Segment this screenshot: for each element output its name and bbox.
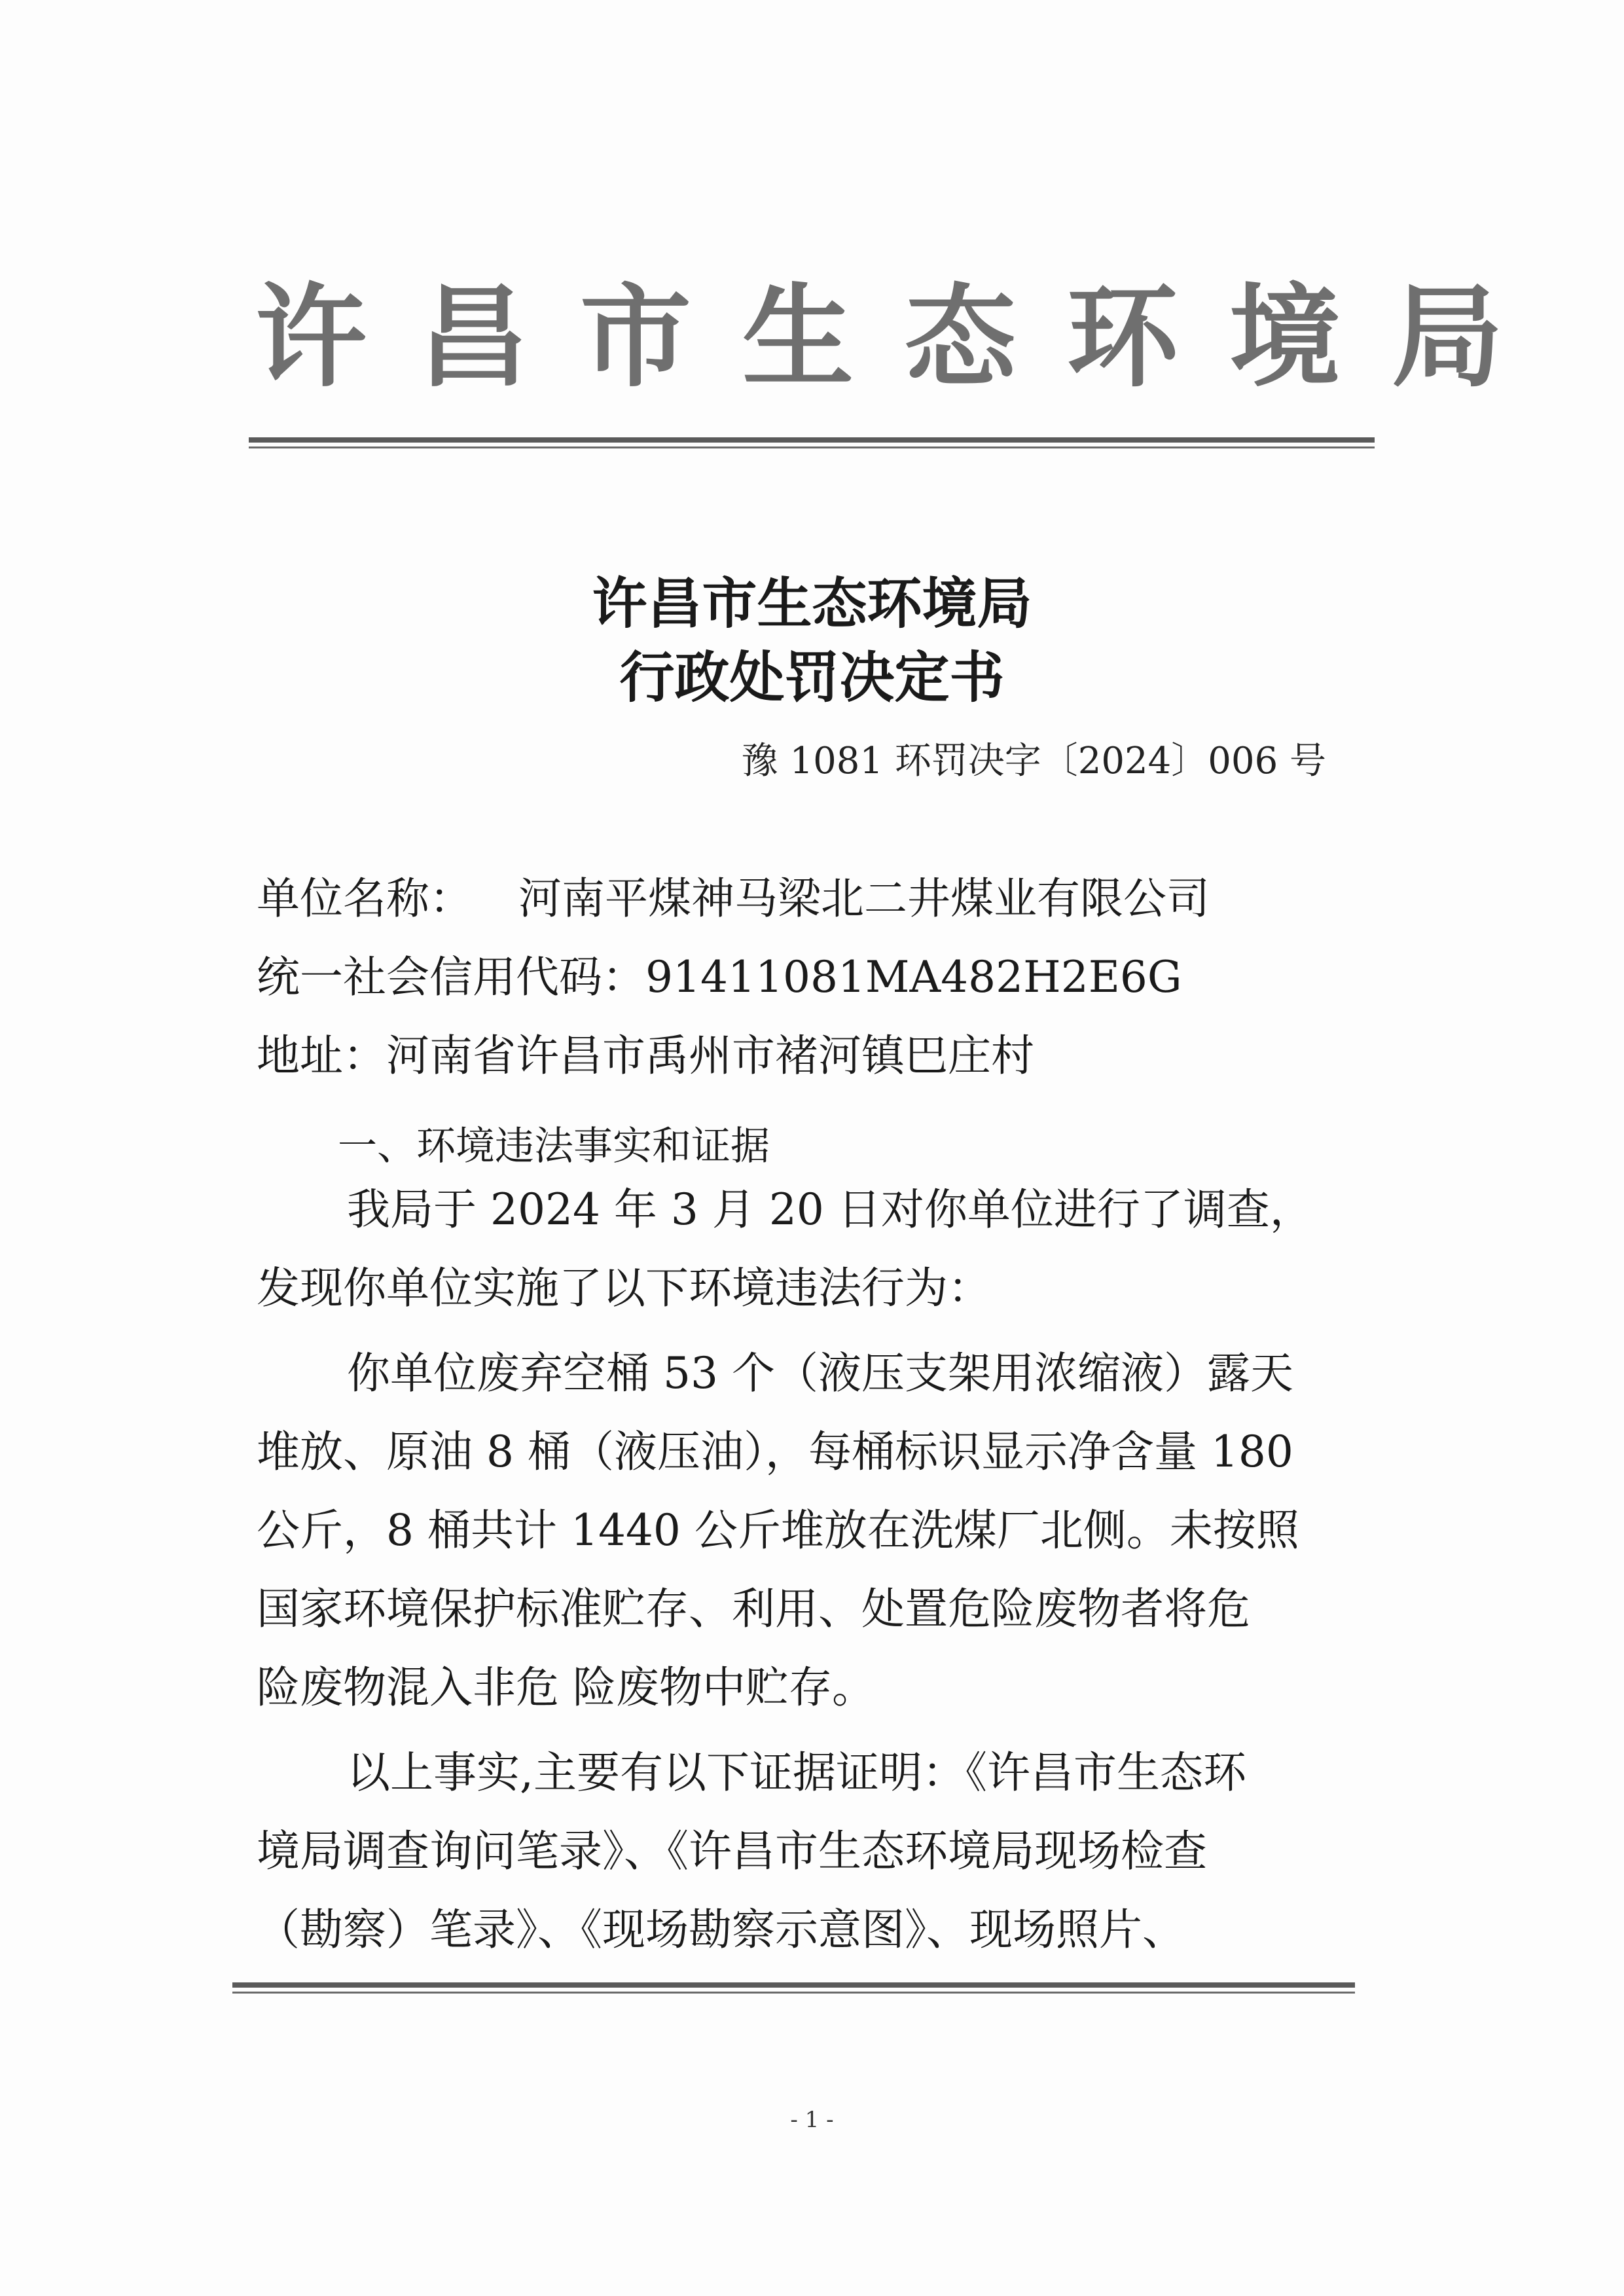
body-line: 我局于 2024 年 3 月 20 日对你单位进行了调查，	[347, 1184, 1313, 1235]
letterhead-rule	[249, 437, 1375, 448]
body-line: 公斤，8 桶共计 1440 公斤堆放在洗煤厂北侧。未按照	[257, 1505, 1299, 1556]
rule-thin-line	[232, 1992, 1355, 1994]
credit-code-value: 91411081MA482H2E6G	[645, 952, 1182, 1002]
body-line: 险废物混入非危 险废物中贮存。	[257, 1662, 875, 1713]
document-title-line1: 许昌市生态环境局	[592, 572, 1032, 636]
credit-code-field	[257, 952, 1182, 1002]
address-label: 地址：	[257, 1030, 386, 1081]
address-field	[257, 1030, 1034, 1081]
body-line: 以上事实,主要有以下证据证明：《许昌市生态环	[347, 1747, 1246, 1798]
section-heading: 一、环境违法事实和证据	[338, 1123, 770, 1169]
document-number: 豫 1081 环罚决字〔2024〕006 号	[741, 740, 1326, 782]
body-line: 发现你单位实施了以下环境违法行为：	[257, 1263, 991, 1313]
rule-thick-line	[249, 437, 1375, 443]
body-line: 境局调查询问笔录》、《许昌市生态环境局现场检查	[257, 1826, 1207, 1876]
body-line: 国家环境保护标准贮存、利用、处置危险废物者将危	[257, 1584, 1250, 1634]
document-title-line2: 行政处罚决定书	[619, 646, 1005, 710]
body-line: 你单位废弃空桶 53 个（液压支架用浓缩液）露天	[347, 1348, 1293, 1398]
unit-name-label: 单位名称：	[257, 873, 473, 924]
letterhead-title: 许昌市生态环境局	[255, 272, 1555, 403]
body-line: 堆放、原油 8 桶（液压油），每桶标识显示净含量 180	[257, 1427, 1293, 1477]
address-value: 河南省许昌市禹州市褚河镇巴庄村	[386, 1030, 1034, 1081]
unit-name-field	[257, 873, 1210, 924]
unit-name-value: 河南平煤神马梁北二井煤业有限公司	[518, 873, 1210, 924]
rule-thick-line	[232, 1982, 1355, 1988]
rule-thin-line	[249, 446, 1375, 448]
credit-code-label: 统一社会信用代码：	[257, 952, 645, 1002]
page-number: - 1 -	[790, 2107, 834, 2133]
footer-rule	[232, 1982, 1355, 1994]
body-line: （勘察）笔录》、《现场勘察示意图》、现场照片、	[257, 1904, 1185, 1955]
